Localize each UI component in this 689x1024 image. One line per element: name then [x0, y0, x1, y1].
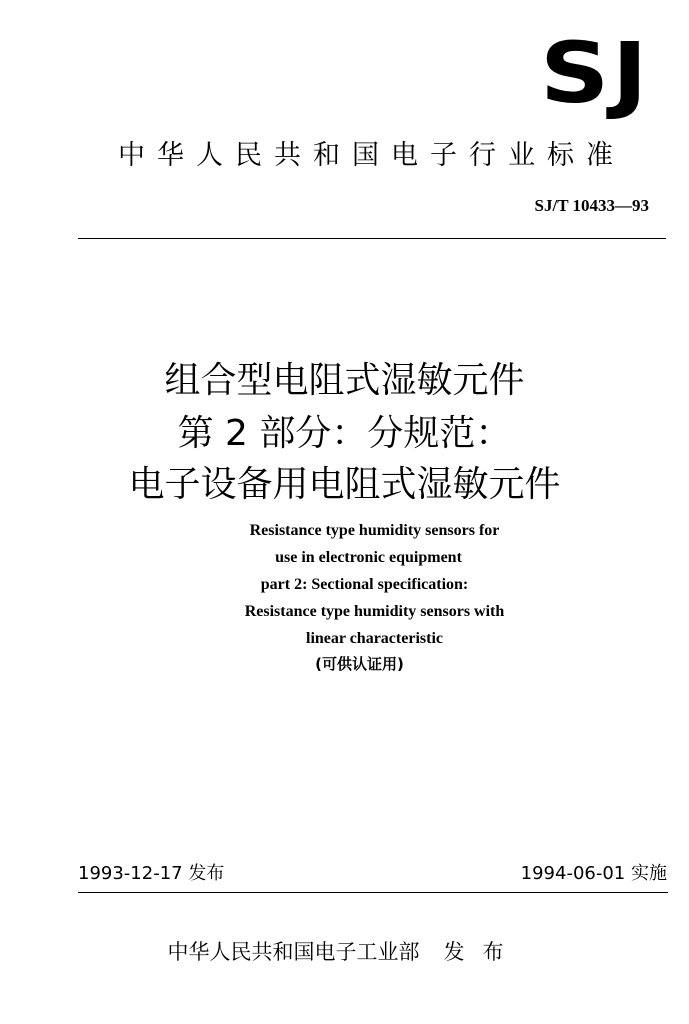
- title-cn-line-3: 电子设备用电阻式湿敏元件: [128, 464, 561, 505]
- usage-note: (可供认证用): [315, 655, 404, 673]
- issue-date: 1993-12-17 发布: [78, 863, 225, 884]
- sj-logo: SJ: [539, 24, 650, 122]
- issuer-name: 中华人民共和国电子工业部: [167, 940, 420, 964]
- footer-divider: [78, 892, 668, 893]
- implementation-date: 1994-06-01 实施: [520, 863, 667, 884]
- issuer-action: 发布: [443, 940, 522, 964]
- header-divider: [78, 238, 666, 239]
- title-en-line-1: Resistance type humidity sensors for: [249, 522, 500, 539]
- title-en-line-3: part 2: Sectional specification:: [260, 576, 469, 593]
- standard-number: SJ/T 10433—93: [534, 196, 649, 215]
- issuer: [0, 938, 689, 966]
- title-cn-line-2: 第 2 部分：分规范：: [177, 413, 512, 454]
- title-en-line-4: Resistance type humidity sensors with: [244, 603, 505, 620]
- org-title: 中华人民共和国电子行业标准: [118, 140, 625, 171]
- title-cn-line-1: 组合型电阻式湿敏元件: [164, 360, 525, 401]
- title-en-line-2: use in electronic equipment: [275, 549, 462, 566]
- title-en-line-5: linear characteristic: [306, 630, 443, 647]
